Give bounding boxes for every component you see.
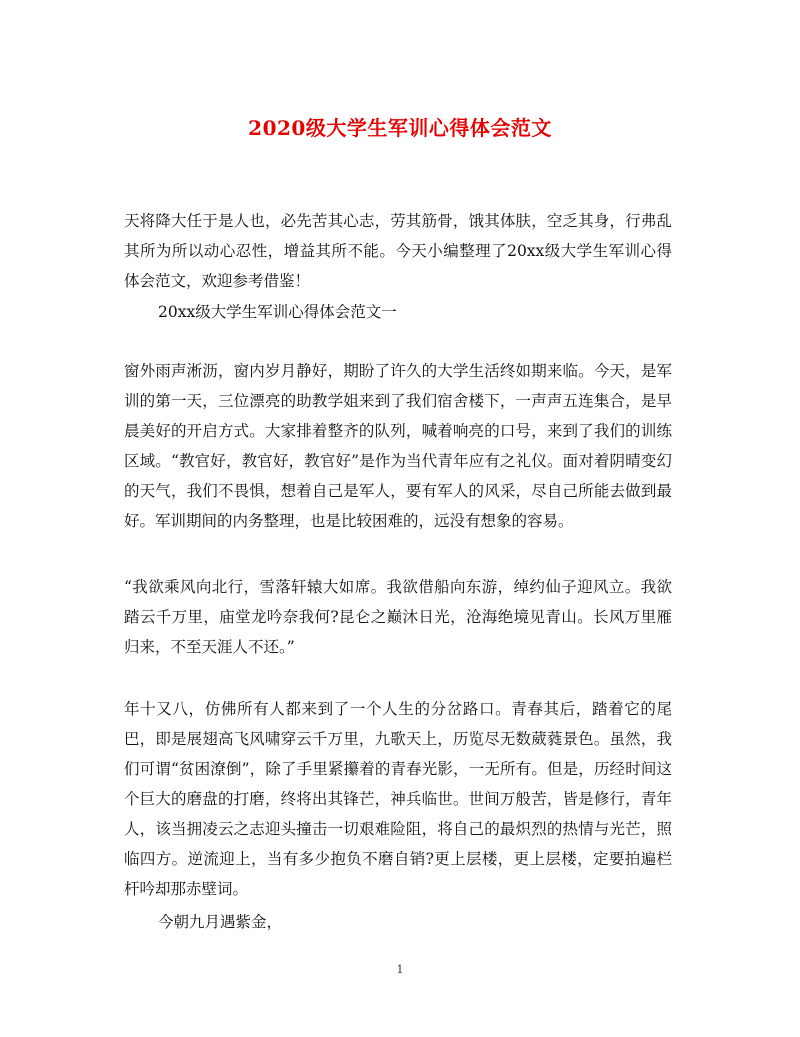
body-paragraph-2: “我欲乘风向北行，雪落轩辕大如席。我欲借船向东游，绰约仙子迎风立。我欲踏云千万里，庙堂龙吟奈我何?昆仑之巅沐日光，沧海绝境见青山。长风万里雁归来，不至天涯人不还。”: [124, 578, 672, 656]
section-heading: 20xx级大学生军训心得体会范文一: [158, 303, 397, 321]
page-number: 1: [396, 963, 404, 976]
body-paragraph-3: 年十又八，仿佛所有人都来到了一个人生的分岔路口。青春其后，踏着它的尾巴，即是展翅高飞风啸穿云千万里，九歌天上，历览尽无数葳蕤景色。虽然，我们可谓“贫困潦倒”，除了手里紧攥着的青春光影，一无所有。但是，历经时间这个巨大的磨盘的打磨，终将出其锋芒，神兵临世。世间万般苦，皆是修行，青年人，该当拥凌云之志迎头撞击一切艰难险阻，将自己的最炽烈的热情与光芒，照临四方。逆流迎上，当有多少抱负不磨自销?更上层楼，更上层楼，定要拍遍栏杆吟却那赤壁词。: [124, 700, 672, 898]
document-title: 2020级大学生军训心得体会范文: [248, 116, 552, 140]
body-paragraph-4: 今朝九月遇紫金，: [158, 913, 283, 931]
body-paragraph-1: 窗外雨声淅沥，窗内岁月静好，期盼了许久的大学生活终如期来临。今天，是军训的第一天，三位漂亮的助教学姐来到了我们宿舍楼下，一声声五连集合，是早晨美好的开启方式。大家排着整齐的队列，喊着响亮的口号，来到了我们的训练区域。“教官好，教官好，教官好”是作为当代青年应有之礼仪。面对着阴晴变幻的天气，我们不畏惧，想着自己是军人，要有军人的风采，尽自己所能去做到最好。军训期间的内务整理，也是比较困难的，远没有想象的容易。: [124, 362, 672, 530]
intro-paragraph: 天将降大任于是人也，必先苦其心志，劳其筋骨，饿其体肤，空乏其身，行弗乱其所为所以动心忍性，增益其所不能。今天小编整理了20xx级大学生军训心得体会范文，欢迎参考借鉴！: [124, 212, 672, 290]
